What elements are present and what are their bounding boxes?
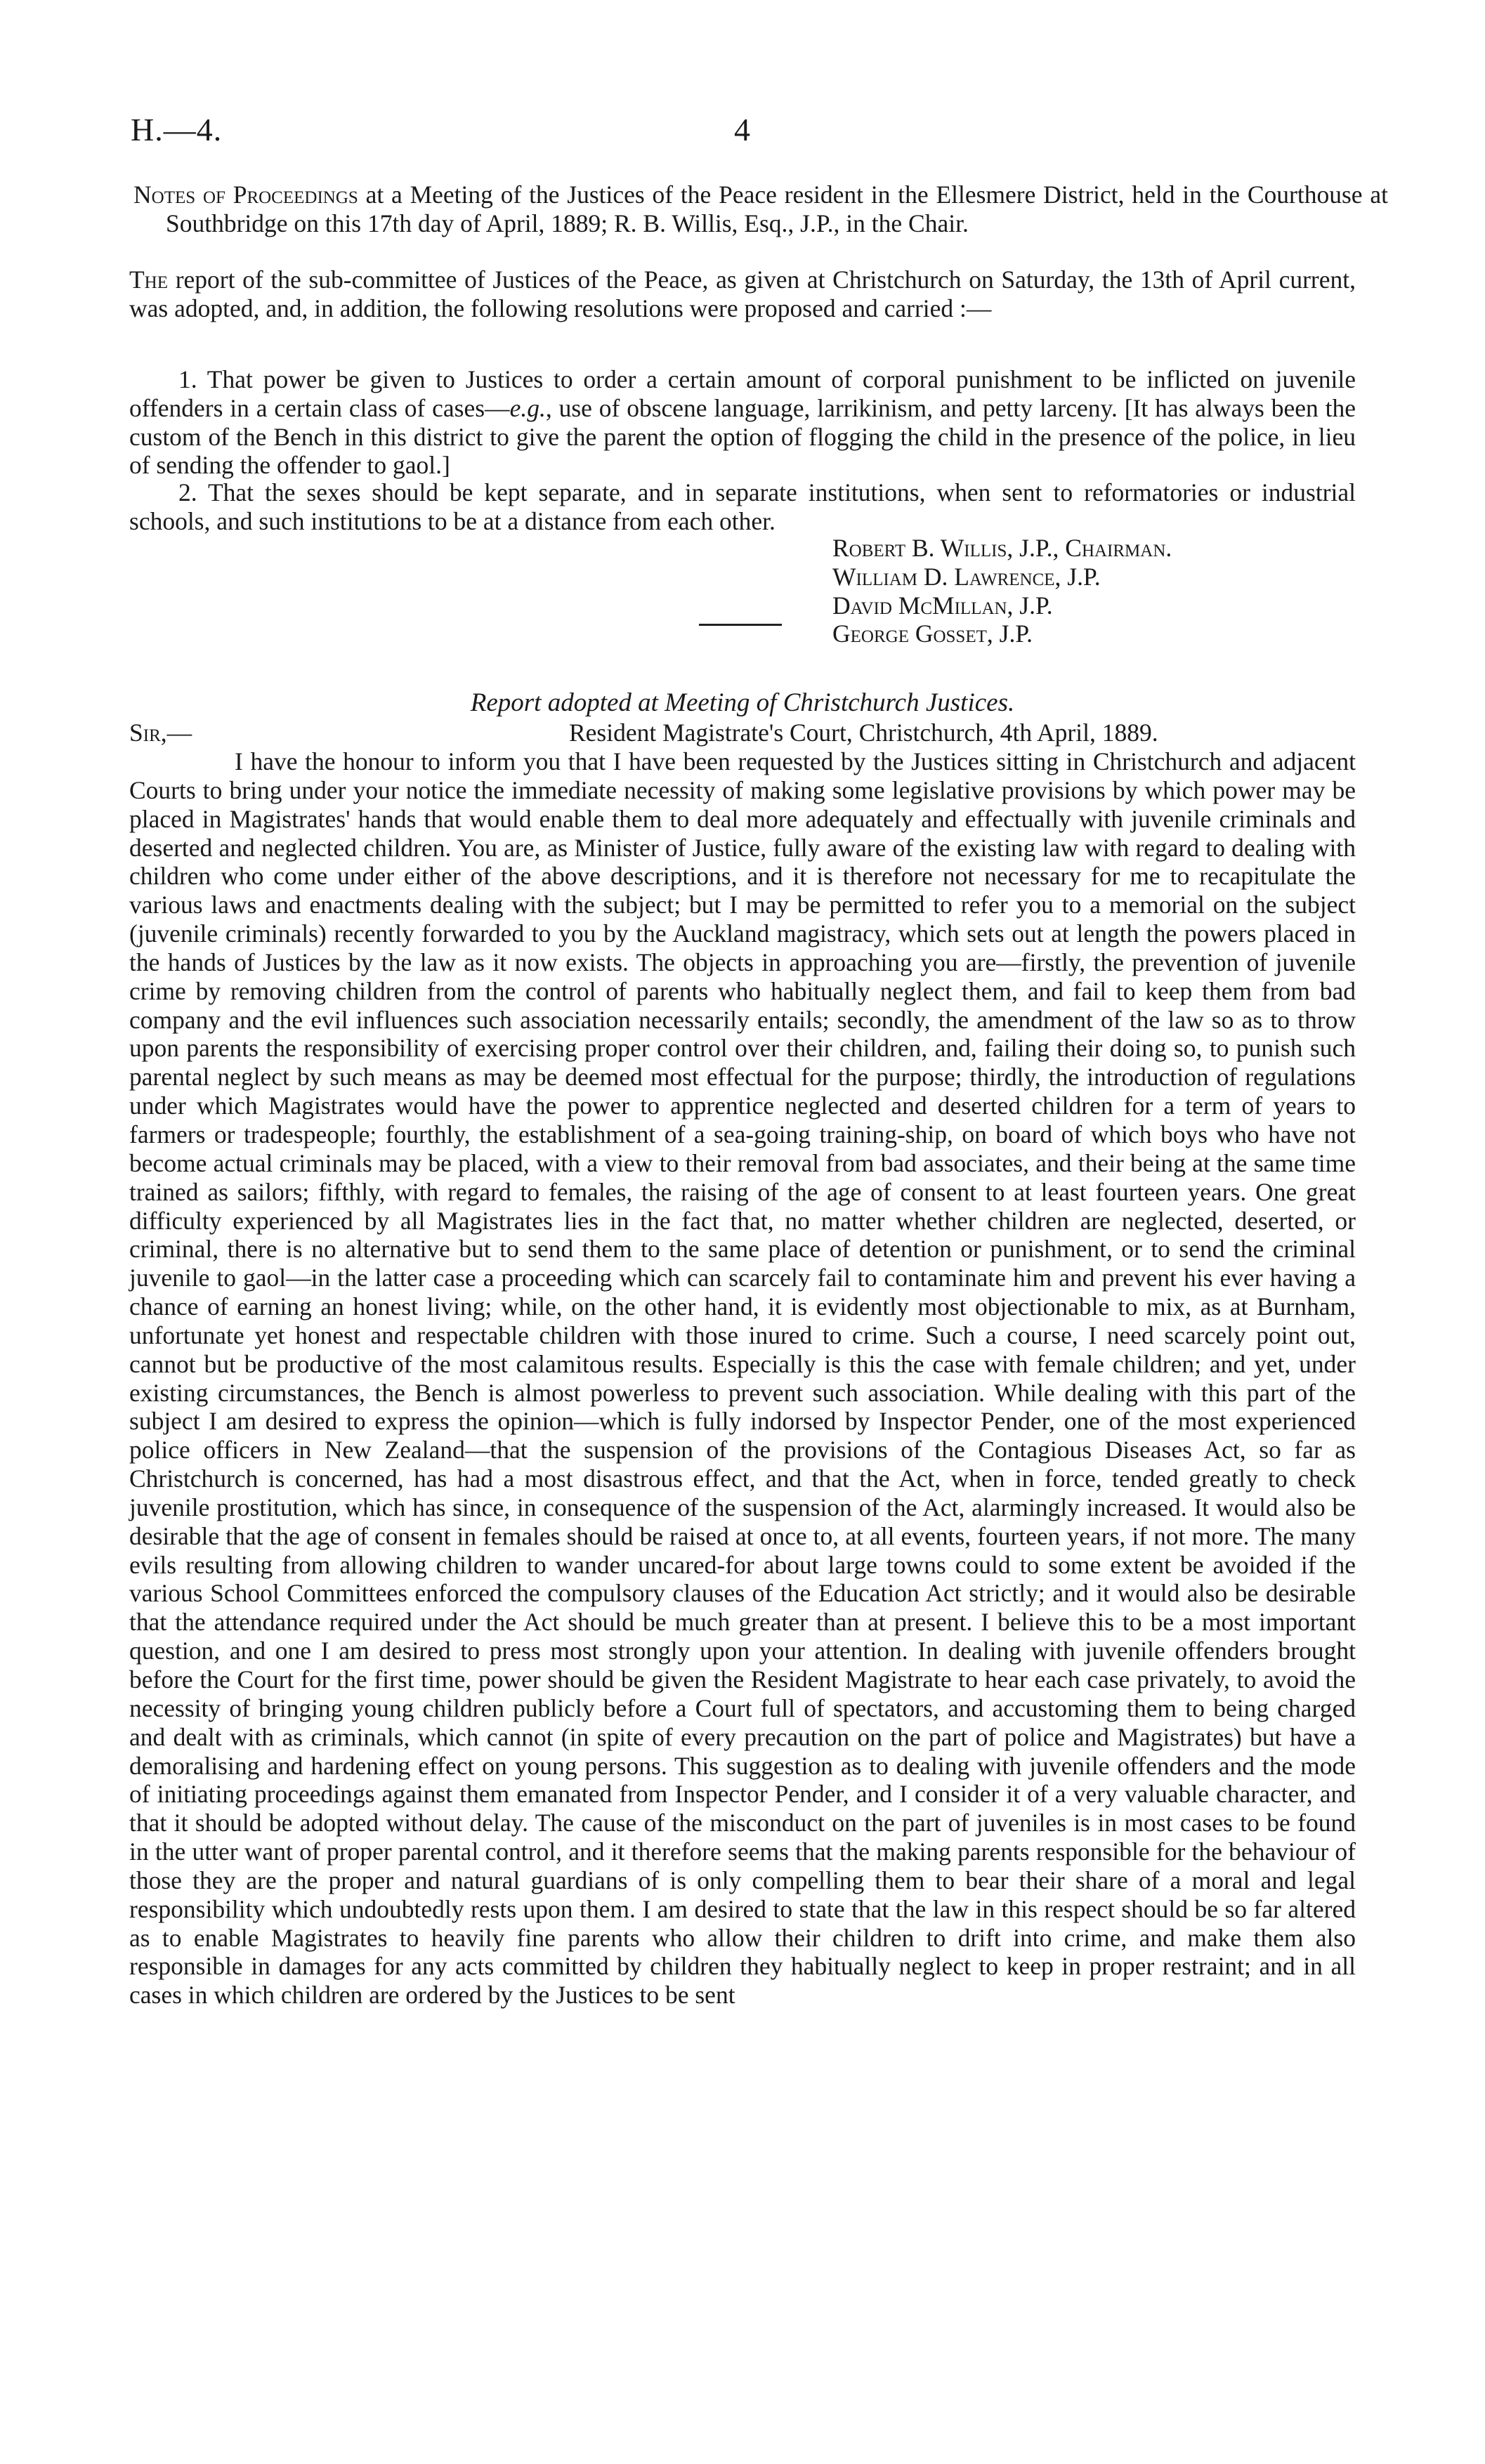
report-paragraph [129, 266, 1356, 323]
notes-heading-lead: Notes of Proceedings [133, 181, 358, 209]
resolution-text: , use of obscene language, larrikinism, and petty larceny. [It has always been the custom of the Bench in this district to give the parent the option of flogging the child in the presence of the police, in lieu of sending the offender to gaol.] [129, 393, 1356, 480]
signatory: Robert B. Willis, J.P., Chairman. [832, 534, 1172, 562]
report-paragraph-text: report of the sub-committee of Justices of the Peace, as given at Christchurch on Saturday, the 13th of April current, was adopted, and, in addition, the following resolutions were proposed and carried :— [129, 266, 1356, 322]
resolution-1 [129, 365, 1356, 480]
signatory: David McMillan, J.P. [832, 591, 1053, 620]
section-divider [699, 624, 782, 626]
resolution-2 [129, 478, 1356, 536]
letter-body: I have the honour to inform you that I have been requested by the Justices sitting in Christchurch and adjacent Courts to bring under your notice the immediate necessity of making some legislative provisions by which power may be placed in Magistrates' hands that would enable them to deal more adequately and effectually with juvenile criminals and deserted and neglected children. You are, as Minister of Justice, fully aware of the existing law with regard to dealing with children who come under either of the above descriptions, and it is therefore not necessary for me to recapitulate the various laws and enactments dealing with the subject; but I may be permitted to refer you to a memorial on the subject (juvenile criminals) recently forwarded to you by the Auckland magistracy, which sets out at length the powers placed in the hands of Justices by the law as it now exists. The objects in approaching you are—firstly, the prevention of juvenile crime by removing children from the control of parents who habitually neglect them, and fail to keep them from bad company and the evil influences such association necessarily entails; secondly, the amendment of the law so as to throw upon parents the responsibility of exercising proper control over their children, and, failing their doing so, to punish such parental neglect by such means as may be deemed most effectual for the purpose; thirdly, the introduction of regulations under which Magistrates would have the power to apprentice neglected and deserted children for a term of years to farmers or tradespeople; fourthly, the establishment of a sea-going training-ship, on board of which boys who have not become actual criminals may be placed, with a view to their removal from bad associates, and their being at the same time trained as sailors; fifthly, with regard to females, the raising of the age of consent to at least fourteen years. One great difficulty experienced by all Magistrates lies in the fact that, no matter whether children are neglected, deserted, or criminal, there is no alternative but to send them to the same place of detention or punishment, or to send the criminal juvenile to gaol—in the latter case a proceeding which can scarcely fail to contaminate him and prevent his ever having a chance of earning an honest living; while, on the other hand, it is evidently most objectionable to mix, as at Burnham, unfortunate yet honest and respectable children with those inured to crime. Such a course, I need scarcely point out, cannot but be productive of the most calamitous results. Especially is this the case with female children; and yet, under existing circumstances, the Bench is almost powerless to prevent such association. While dealing with this part of the subject I am desired to express the opinion—which is fully indorsed by Inspector Pender, one of the most experienced police officers in New Zealand—that the suspension of the provisions of the Contagious Diseases Act, so far as Christchurch is concerned, has had a most disastrous effect, and that the Act, when in force, tended greatly to check juvenile prostitution, which has since, in consequence of the suspension of the Act, alarmingly increased. It would also be desirable that the age of consent in females should be raised at once to, at all events, fourteen years, if not more. The many evils resulting from allowing children to wander uncared-for about large towns could to some extent be avoided if the various School Committees enforced the compulsory clauses of the Education Act strictly; and it would also be desirable that the attendance required under the Act should be much greater than at present. I believe this to be a most important question, and one I am desired to press most strongly upon your attention. In dealing with juvenile offenders brought before the Court for the first time, power should be given the Resident Magistrate to hear each case privately, to avoid the necessity of bringing young children publicly before a Court full of spectators, and accustoming them to being charged and dealt with as criminals, which cannot (in spite of every precaution on the part of police and Magistrates) but have a demoralising and hardening effect on young persons. This suggestion as to dealing with juvenile offenders and the mode of initiating proceedings against them emanated from Inspector Pender, and I consider it of a very valuable character, and that it should be adopted without delay. The cause of the misconduct on the part of juveniles is in most cases to be found in the utter want of proper parental control, and it therefore seems that the making parents responsible for the behaviour of those they are the proper and natural guardians of is only compelling them to bear their share of a moral and legal responsibility which undoubtedly rests upon them. I am desired to state that the law in this respect should be so far altered as to enable Magistrates to heavily fine parents who allow their children to drift into crime, and make them also responsible in damages for any acts committed by children they habitually neglect to keep in proper restraint; and in all cases in which children are ordered by the Justices to be sent [129, 747, 1356, 2010]
page-number: 4 [734, 112, 750, 148]
resolution-text: 1. That power be given to Justices to order a certain amount of corporal punishment to be inflicted on juvenile offenders in a certain class of cases— [129, 365, 1356, 422]
resolution-italic: e.g. [509, 393, 546, 422]
notes-heading [133, 181, 1388, 238]
notes-heading-text: at a Meeting of the Justices of the Peace resident in the Ellesmere District, held in the Courthouse at Southbridge on this 17th day of April, 1889; R. B. Willis, Esq., J.P., in the Chair. [166, 181, 1388, 237]
resolution-text: 2. That the sexes should be kept separate, and in separate institutions, when sent to reformatories or industrial schools, and such institutions to be at a distance from each other. [129, 478, 1356, 535]
letter-salutation: Sir,— [129, 719, 192, 747]
signatory: William D. Lawrence, J.P. [832, 562, 1101, 591]
letter-dateline: Resident Magistrate's Court, Christchurch, 4th April, 1889. [569, 719, 1158, 747]
signatory: George Gosset, J.P. [832, 620, 1033, 648]
report-paragraph-lead: The [129, 266, 169, 294]
letter-title: Report adopted at Meeting of Christchurch Justices. [470, 688, 1015, 717]
signatories [832, 534, 1172, 648]
document-reference: H.—4. [131, 112, 223, 148]
